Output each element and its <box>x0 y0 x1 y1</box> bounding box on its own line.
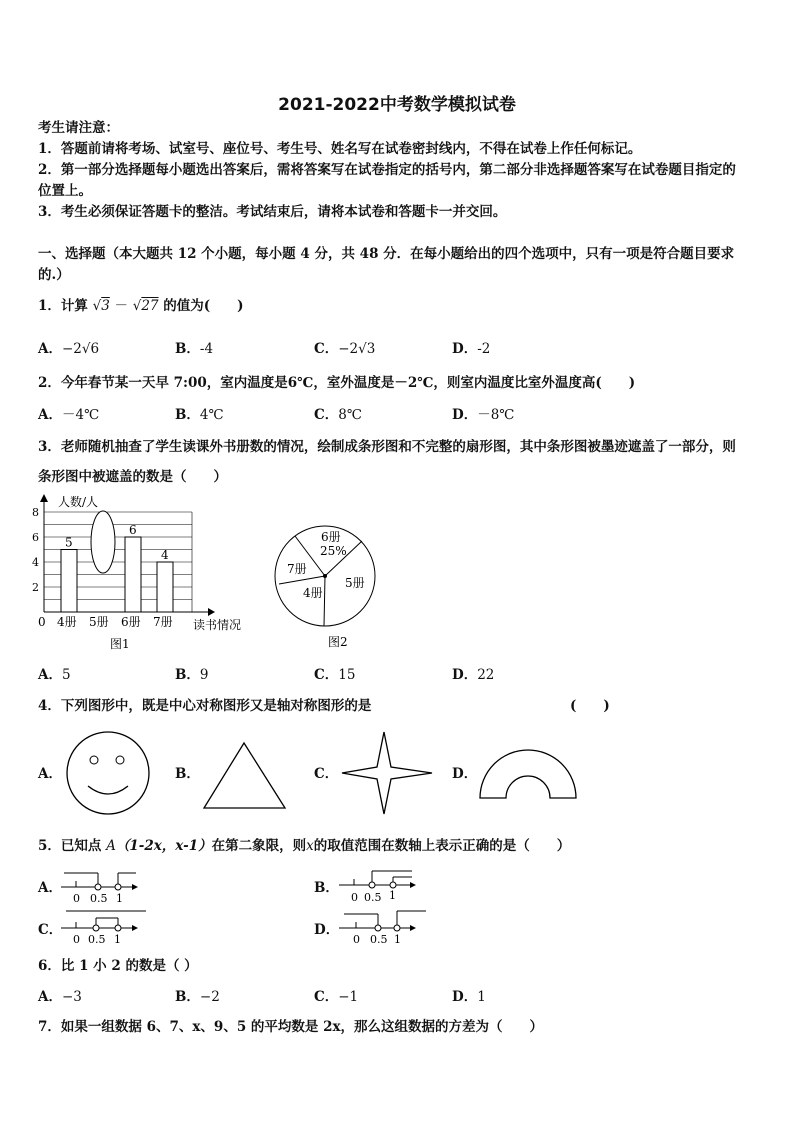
bar-value-label: 4 <box>161 548 169 562</box>
smiley-mouth <box>88 786 128 794</box>
q4-option-c-figure[interactable] <box>338 730 438 818</box>
pie-slice-4: 4册 <box>303 586 323 600</box>
q1-option-b[interactable]: B．-4 <box>175 341 214 357</box>
notice-item-2-cont: 位置上。 <box>38 183 92 199</box>
bar-chart <box>30 492 260 657</box>
q2-option-c[interactable]: C．8℃ <box>314 407 362 423</box>
pie-slice-6-percent: 25% <box>320 544 347 558</box>
q3-option-b[interactable]: B．9 <box>175 667 209 683</box>
x-axis-label: 读书情况 <box>193 618 242 632</box>
q3-option-a[interactable]: A．5 <box>38 667 71 683</box>
svg-text:0: 0 <box>73 933 80 946</box>
q5-var: x <box>306 838 314 854</box>
y-tick-label: 6 <box>32 531 39 544</box>
x-axis-arrow <box>208 608 215 616</box>
q1-option-d[interactable]: D．-2 <box>452 341 491 357</box>
x-tick-label: 7册 <box>153 615 173 629</box>
pie-divider-4 <box>279 576 325 584</box>
smiley-eye-right <box>116 756 124 764</box>
q5-option-a-numberline[interactable] <box>58 868 158 906</box>
q3-option-c[interactable]: C．15 <box>314 667 356 683</box>
q6-option-c[interactable]: C．−1 <box>314 989 359 1005</box>
q4-option-d-label[interactable]: D． <box>452 766 478 782</box>
q4-option-d-figure[interactable] <box>476 740 580 804</box>
q5-option-c-numberline[interactable] <box>58 906 158 946</box>
notice-item-3: 3．考生必须保证答题卡的整洁。考试结束后，请将本试卷和答题卡一并交回。 <box>38 204 507 220</box>
q1-option-c[interactable]: C．−2√3 <box>314 341 376 357</box>
q5-option-c-label[interactable]: C． <box>38 922 63 938</box>
pie-divider-3 <box>324 576 325 626</box>
origin-label: 0 <box>38 615 46 629</box>
q7-stem: 7．如果一组数据 6、7、x、9、5 的平均数是 2x，那么这组数据的方差为（ ） <box>38 1019 544 1035</box>
q2-option-b[interactable]: B．4℃ <box>175 407 224 423</box>
svg-text:0.5: 0.5 <box>88 933 106 946</box>
bar-value-label: 5 <box>65 535 73 550</box>
q5-coords: （1-2x，x-1） <box>115 838 212 854</box>
svg-text:1: 1 <box>116 892 123 905</box>
bar-chart-caption: 图1 <box>110 637 130 651</box>
q4-option-b-label[interactable]: B． <box>175 766 200 782</box>
y-tick-label: 8 <box>32 506 39 519</box>
bar <box>61 550 77 613</box>
q3-stem-2: 条形图中被遮盖的数是（ ） <box>38 469 227 485</box>
q3-stem-1: 3．老师随机抽查了学生读课外书册数的情况，绘制成条形图和不完整的扇形图，其中条形图被墨迹遮盖了一部分，则 <box>38 439 736 455</box>
q5-option-d-label[interactable]: D． <box>314 922 340 938</box>
q4-option-a-figure[interactable] <box>63 730 153 816</box>
x-tick-label: 4册 <box>57 615 77 629</box>
q1-minus: － <box>114 298 129 314</box>
smiley-eye-left <box>90 756 98 764</box>
q4-stem: 4．下列图形中，既是中心对称图形又是轴对称图形的是 <box>38 698 372 714</box>
q2-option-d[interactable]: D．－8℃ <box>452 407 515 423</box>
q4-option-a-label[interactable]: A． <box>38 766 62 782</box>
notice-heading: 考生请注意： <box>38 120 119 136</box>
pie-chart-caption: 图2 <box>328 635 348 649</box>
q1-stem: 1．计算 √3 － √27 的值为( ) <box>38 298 244 314</box>
section-heading: 一、选择题（本大题共 12 个小题，每小题 4 分，共 48 分．在每小题给出的四个选项中，只有一项是符合题目要求 <box>38 246 735 262</box>
pie-slice-7: 7册 <box>287 562 307 576</box>
svg-text:1: 1 <box>394 933 401 946</box>
triangle-icon <box>204 743 285 808</box>
y-tick-label: 2 <box>32 581 39 594</box>
smiley-face-icon <box>67 732 149 814</box>
bar-value-label: 6 <box>129 523 137 537</box>
y-tick-label: 4 <box>32 556 39 569</box>
four-point-star-icon <box>342 732 432 814</box>
x-tick-label: 5册 <box>89 615 109 629</box>
q5-stem: 5．已知点 A（1-2x，x-1）在第二象限，则x的取值范围在数轴上表示正确的是（ ） <box>38 838 571 854</box>
q6-option-b[interactable]: B．−2 <box>175 989 220 1005</box>
notice-item-2: 2．第一部分选择题每小题选出答案后，需将答案写在试卷指定的括号内，第二部分非选择题答案写在试卷题目指定的 <box>38 162 736 178</box>
semi-annulus-icon <box>480 750 576 798</box>
q6-option-a[interactable]: A．−3 <box>38 989 82 1005</box>
svg-text:1: 1 <box>389 889 396 902</box>
pie-slice-5: 5册 <box>345 576 365 590</box>
q4-option-c-label[interactable]: C． <box>314 766 339 782</box>
bar <box>125 537 141 612</box>
page-title: 2021-2022中考数学模拟试卷 <box>278 95 516 115</box>
notice-item-1: 1．答题前请将考场、试室号、座位号、考生号、姓名写在试卷密封线内，不得在试卷上作任何标记。 <box>38 141 642 157</box>
q4-paren: ( ) <box>570 698 610 714</box>
svg-text:0.5: 0.5 <box>370 933 388 946</box>
q5-option-b-label[interactable]: B． <box>314 880 339 896</box>
svg-text:0.5: 0.5 <box>364 891 382 904</box>
svg-text:0: 0 <box>73 892 80 905</box>
q2-stem: 2．今年春节某一天早 7:00，室内温度是6℃，室外温度是－2℃，则室内温度比室外温度高( ) <box>38 375 636 391</box>
section-heading-cont: 的.） <box>38 267 70 283</box>
pie-center <box>323 574 327 578</box>
q6-stem: 6．比 1 小 2 的数是（ ） <box>38 958 198 974</box>
svg-text:0.5: 0.5 <box>90 892 108 905</box>
svg-text:0: 0 <box>353 933 360 946</box>
ink-blot <box>91 511 115 573</box>
q4-option-b-figure[interactable] <box>200 740 290 812</box>
bar <box>157 562 173 612</box>
y-axis-label: 人数/人 <box>58 495 99 509</box>
q6-option-d[interactable]: D．1 <box>452 989 486 1005</box>
q1-root-b: 27 <box>141 298 159 314</box>
pie-slice-6: 6册 <box>321 530 341 544</box>
q1-prefix: 1．计算 <box>38 298 88 314</box>
q5-option-d-numberline[interactable] <box>336 906 436 946</box>
q2-option-a[interactable]: A．－4℃ <box>38 407 100 423</box>
q5-point: A <box>106 838 116 854</box>
q3-option-d[interactable]: D．22 <box>452 667 495 683</box>
svg-text:1: 1 <box>114 933 121 946</box>
svg-text:0: 0 <box>351 891 358 904</box>
pie-chart <box>270 520 400 652</box>
q1-option-a[interactable]: A．−2√6 <box>38 341 100 357</box>
q1-suffix: 的值为( ) <box>163 298 244 314</box>
y-axis-arrow <box>40 494 48 502</box>
q1-root-a: 3 <box>101 298 110 314</box>
q5-option-b-numberline[interactable] <box>336 866 436 906</box>
q5-option-a-label[interactable]: A． <box>38 880 62 896</box>
x-tick-label: 6册 <box>121 615 141 629</box>
